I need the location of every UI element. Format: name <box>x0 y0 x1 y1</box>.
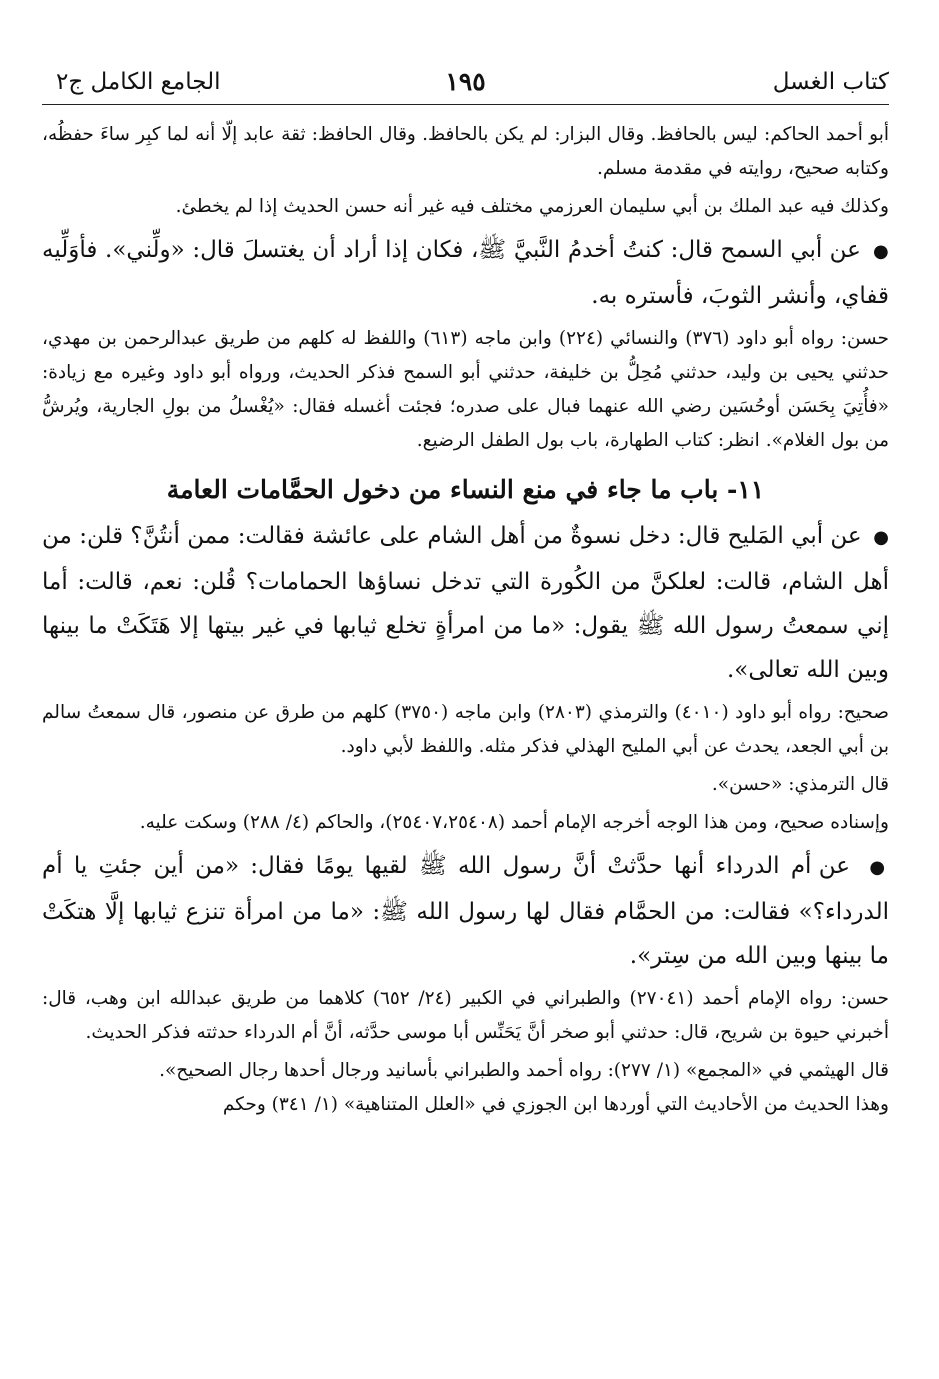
book-title: الجامع الكامل ج٢ <box>56 69 221 95</box>
book-chapter-title: كتاب الغسل <box>772 69 889 95</box>
takhrij-paragraph: صحيح: رواه أبو داود (٤٠١٠) والترمذي (٢٨٠٣) وابن ماجه (٣٧٥٠) كلهم من طرق عن منصور، قال سمعتُ سالم بن أبي الجعد، يحدث عن أبي المليح الهذلي فذكر مثله. واللفظ لأبي داود. <box>42 702 889 757</box>
commentary-paragraph: أبو أحمد الحاكم: ليس بالحافظ. وقال البزار: لم يكن بالحافظ. وقال الحافظ: ثقة عابد إلّا أنه لما كبِر ساءَ حفظُه، وكتابه صحيح، روايته في مقدمة مسلم. <box>42 124 889 179</box>
takhrij-paragraph: حسن: رواه الإمام أحمد (٢٧٠٤١) والطبراني في الكبير (٢٤/ ٦٥٢) كلاهما من طريق عبدالله ابن وهب، قال: أخبرني حيوة بن شريح، قال: حدثني أبو صخر أنَّ يَحَنِّس أبا موسى حدَّثه، أنَّ أم الدرداء حدثته فذكر الحديث. <box>42 988 889 1043</box>
page-number: ١٩٥ <box>445 67 486 96</box>
hadith-paragraph: ● عن أبي المَليح قال: دخل نسوةٌ من أهل الشام على عائشة فقالت: ممن أنتُنَّ؟ قلن: من أهل الشام، قالت: لعلكنَّ من الكُورة التي تدخل نساؤها الحمامات؟ قُلن: نعم، قالت: أما إني سمعتُ رسول الله ﷺ يقول: «ما من امرأةٍ تخلع ثيابها في غير بيتها إلا هَتَكَتْ ما بينها وبين الله تعالى». <box>42 514 889 692</box>
hadith-paragraph: ● عن أم الدرداء أنها حدَّثتْ أنَّ رسول الله ﷺ لقيها يومًا فقال: «من أين جئتِ يا أم الدرداء؟» فقالت: من الحمَّام فقال لها رسول الله ﷺ: «ما من امرأة تنزع ثيابها إلَّا هتكَتْ ما بينها وبين الله من سِتر». <box>42 844 889 978</box>
commentary-paragraph: قال الترمذي: «حسن». <box>711 774 889 795</box>
commentary-paragraph: وإسناده صحيح، ومن هذا الوجه أخرجه الإمام أحمد (٢٥٤٠٧،٢٥٤٠٨)، والحاكم (٤/ ٢٨٨) وسكت عليه. <box>139 812 889 833</box>
commentary-paragraph: وهذا الحديث من الأحاديث التي أوردها ابن الجوزي في «العلل المتناهية» (١/ ٣٤١) وحكم <box>222 1094 889 1115</box>
page-header <box>42 62 889 102</box>
page-body <box>42 118 889 1122</box>
commentary-paragraph: قال الهيثمي في «المجمع» (١/ ٢٧٧): رواه أحمد والطبراني بأسانيد ورجال أحدها رجال الصحيح». <box>159 1060 889 1081</box>
hadith-paragraph: ● عن أبي السمح قال: كنتُ أخدمُ النَّبيَّ ﷺ، فكان إذا أراد أن يغتسلَ قال: «ولِّني». فأوَلِّيه قفاي، وأنشر الثوبَ، فأستره به. <box>42 228 889 318</box>
commentary-paragraph: وكذلك فيه عبد الملك بن أبي سليمان العرزمي مختلف فيه غير أنه حسن الحديث إذا لم يخطئ. <box>175 196 889 217</box>
chapter-heading: ١١- باب ما جاء في منع النساء من دخول الحمَّامات العامة <box>166 475 765 504</box>
header-divider <box>42 104 889 105</box>
takhrij-paragraph: حسن: رواه أبو داود (٣٧٦) والنسائي (٢٢٤) وابن ماجه (٦١٣) واللفظ له كلهم من طريق عبدالرحمن بن مهدي، حدثني يحيى بن وليد، حدثني مُحِلُّ بن خليفة، حدثني أبو السمح فذكر الحديث، ورواه أبو داود وغيره مع زيادة: «فأُتِيَ بِحَسَن أوحُسَين رضي الله عنهما فبال على صدره؛ فجئت أغسله فقال: «يُغْسلُ من بولِ الجارية، ويُرشُّ من بول الغلام». انظر: كتاب الطهارة، باب بول الطفل الرضيع. <box>42 328 889 451</box>
